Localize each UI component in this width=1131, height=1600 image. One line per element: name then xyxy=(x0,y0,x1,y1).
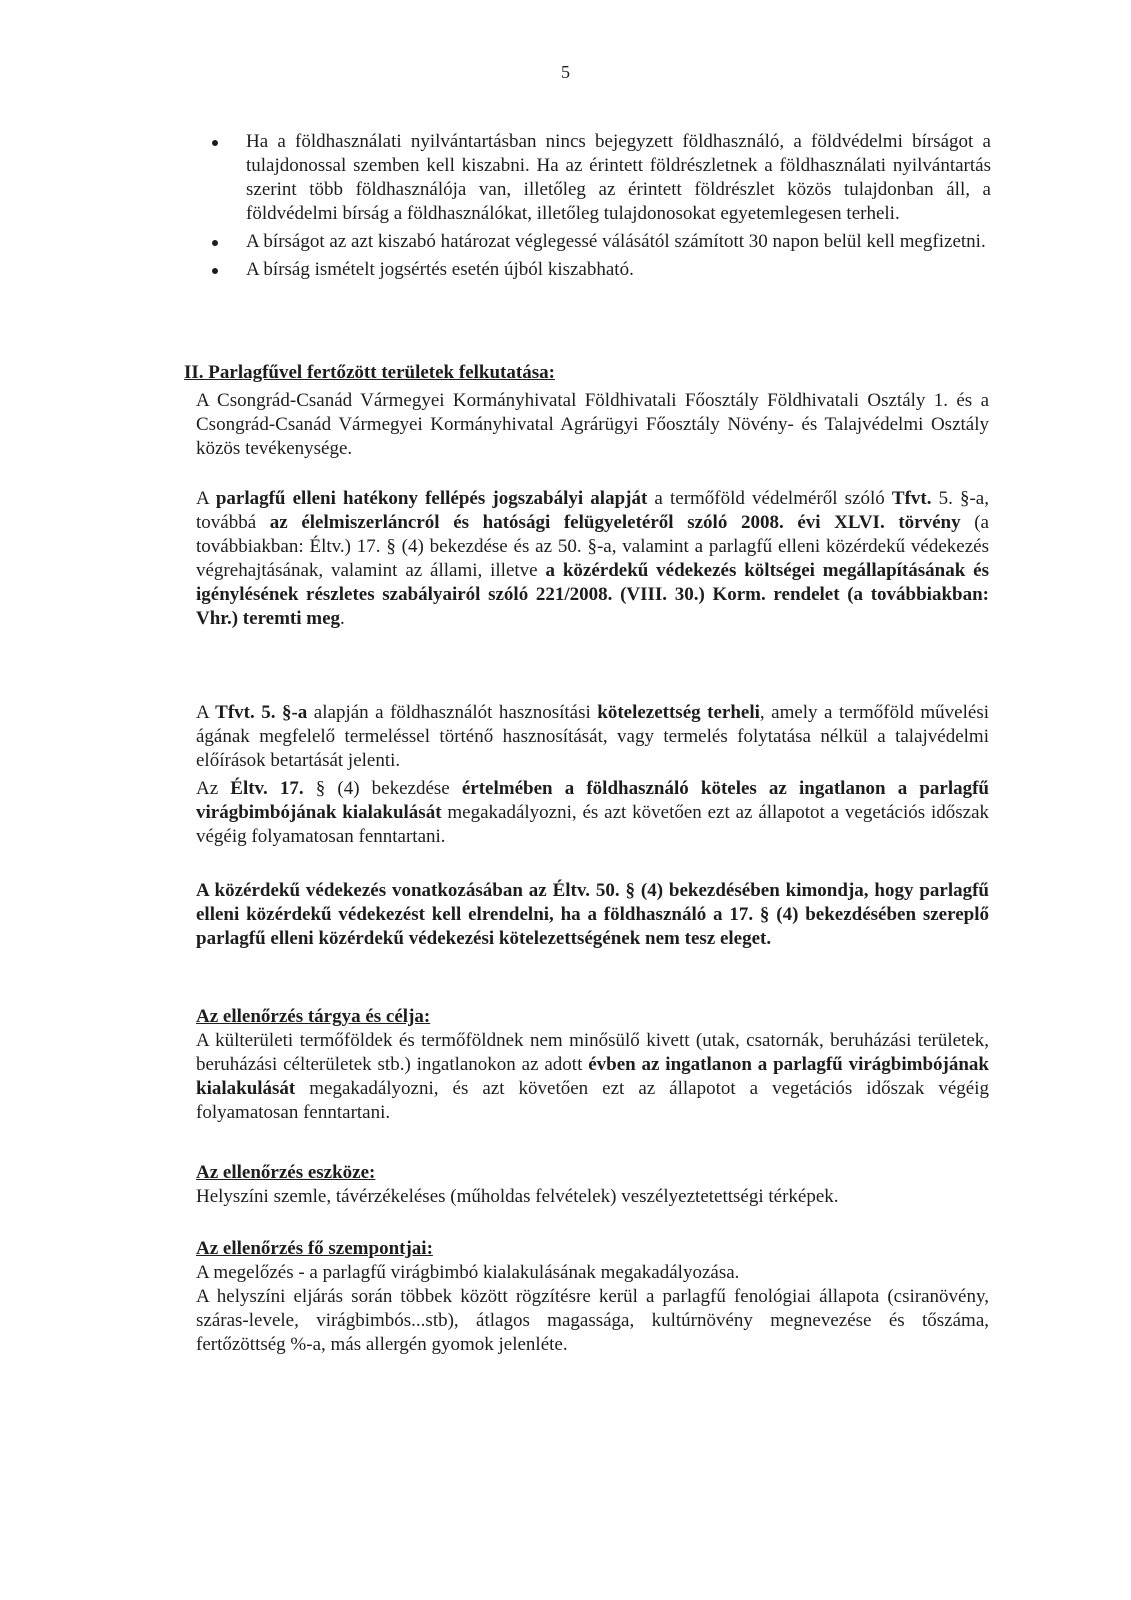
section-intro-paragraph: A Csongrád-Csanád Vármegyei Kormányhivatal Földhivatali Főosztály Földhivatali Osztály 1. és a Csongrád-Csanád Vármegyei Kormányhivatal Agrárügyi Főosztály Növény- és Talajvédelmi Osztály közös tevékenysége. xyxy=(196,390,989,459)
tfvt-paragraph: A Tfvt. 5. §-a alapján a földhasználót hasznosítási kötelezettség terheli, amely a termőföld művelési ágának megfelelő termeléssel történő hasznosítását, vagy termelés folytatása nélkül a talajvédelmi előírások betartását jelenti. xyxy=(196,702,989,771)
list-item-text: Ha a földhasználati nyilvántartásban nincs bejegyzett földhasználó, a földvédelmi bírságot a tulajdonossal szemben kell kiszabni. Ha az érintett földrészletnek a földhasználati nyilvántartás szerint több földhasználója van, illetőleg az érintett földrészlet közös tulajdonban áll, a földvédelmi bírság a földhasználókat, illetőleg tulajdonosokat egyetemlegesen terheli. xyxy=(246,131,991,224)
tool-paragraph: Helyszíni szemle, távérzékeléses (műholdas felvételek) veszélyeztetettségi térképek. xyxy=(196,1186,839,1207)
legal-basis-paragraph: A parlagfű elleni hatékony fellépés jogszabályi alapját a termőföld védelméről szóló Tfvt. 5. §-a, továbbá az élelmiszerláncról és hatósági felügyeletéről szóló 2008. évi XLVI. törvény (a továbbiakban: Éltv.) 17. § (4) bekezdése és az 50. §-a, valamint a parlagfű elleni közérdekű védekezés végrehajtásának, valamint az állami, illetve a közérdekű védekezés költségei megállapításának és igénylésének részletes szabályairól szóló 221/2008. (VIII. 30.) Korm. rendelet (a továbbiakban: Vhr.) teremti meg. xyxy=(196,488,989,629)
list-item xyxy=(246,258,991,282)
list-item xyxy=(246,230,991,254)
tool-section xyxy=(196,1161,989,1209)
subsection-heading: Az ellenőrzés fő szempontjai: xyxy=(196,1238,433,1259)
list-item-text: A bírságot az azt kiszabó határozat véglegessé válásától számított 30 napon belül kell megfizetni. xyxy=(246,231,986,252)
bullet-dot-icon xyxy=(212,268,218,274)
bullet-dot-icon xyxy=(212,240,218,246)
subject-paragraph: A külterületi termőföldek és termőföldnek nem minősülő kivett (utak, csatornák, beruházási területek, beruházási célterületek stb.) ingatlanokon az adott évben az ingatlanon a parlagfű virágbimbójának kialakulását megakadályozni, és azt követően ezt az állapotot a vegetációs időszak végéig folyamatosan fenntartani. xyxy=(196,1030,989,1123)
public-interest-paragraph: A közérdekű védekezés vonatkozásában az Éltv. 50. § (4) bekezdésében kimondja, hogy parlagfű elleni közérdekű védekezést kell elrendelni, ha a földhasználó a 17. § (4) bekezdésében szereplő parlagfű elleni közérdekű védekezési kötelezettségének nem tesz eleget. xyxy=(196,880,989,949)
subsection-heading: Az ellenőrzés eszköze: xyxy=(196,1162,376,1183)
subject-section xyxy=(196,1005,989,1125)
list-item xyxy=(246,130,991,226)
eltv-paragraph: Az Éltv. 17. § (4) bekezdése értelmében a földhasználó köteles az ingatlanon a parlagfű virágbimbójának kialakulását megakadályozni, és azt követően ezt az állapotot a vegetációs időszak végéig folyamatosan fenntartani. xyxy=(196,778,990,847)
page-number: 5 xyxy=(561,62,570,82)
bullet-dot-icon xyxy=(212,140,218,146)
aspects-paragraph: A helyszíni eljárás során többek között rögzítésre kerül a parlagfű fenológiai állapota (csiranövény, száras-levele, virágbimbós...stb), átlagos magassága, kultúrnövény megnevezése és tőszáma, fertőzöttség %-a, más allergén gyomok jelenléte. xyxy=(196,1286,989,1355)
section-heading: II. Parlagfűvel fertőzött területek felkutatása: xyxy=(184,362,555,383)
list-item-text: A bírság ismételt jogsértés esetén újból kiszabható. xyxy=(246,259,634,280)
bullet-list xyxy=(246,130,991,286)
aspects-line: A megelőzés - a parlagfű virágbimbó kialakulásának megakadályozása. xyxy=(196,1262,740,1283)
aspects-section xyxy=(196,1237,989,1357)
subsection-heading: Az ellenőrzés tárgya és célja: xyxy=(196,1006,431,1027)
